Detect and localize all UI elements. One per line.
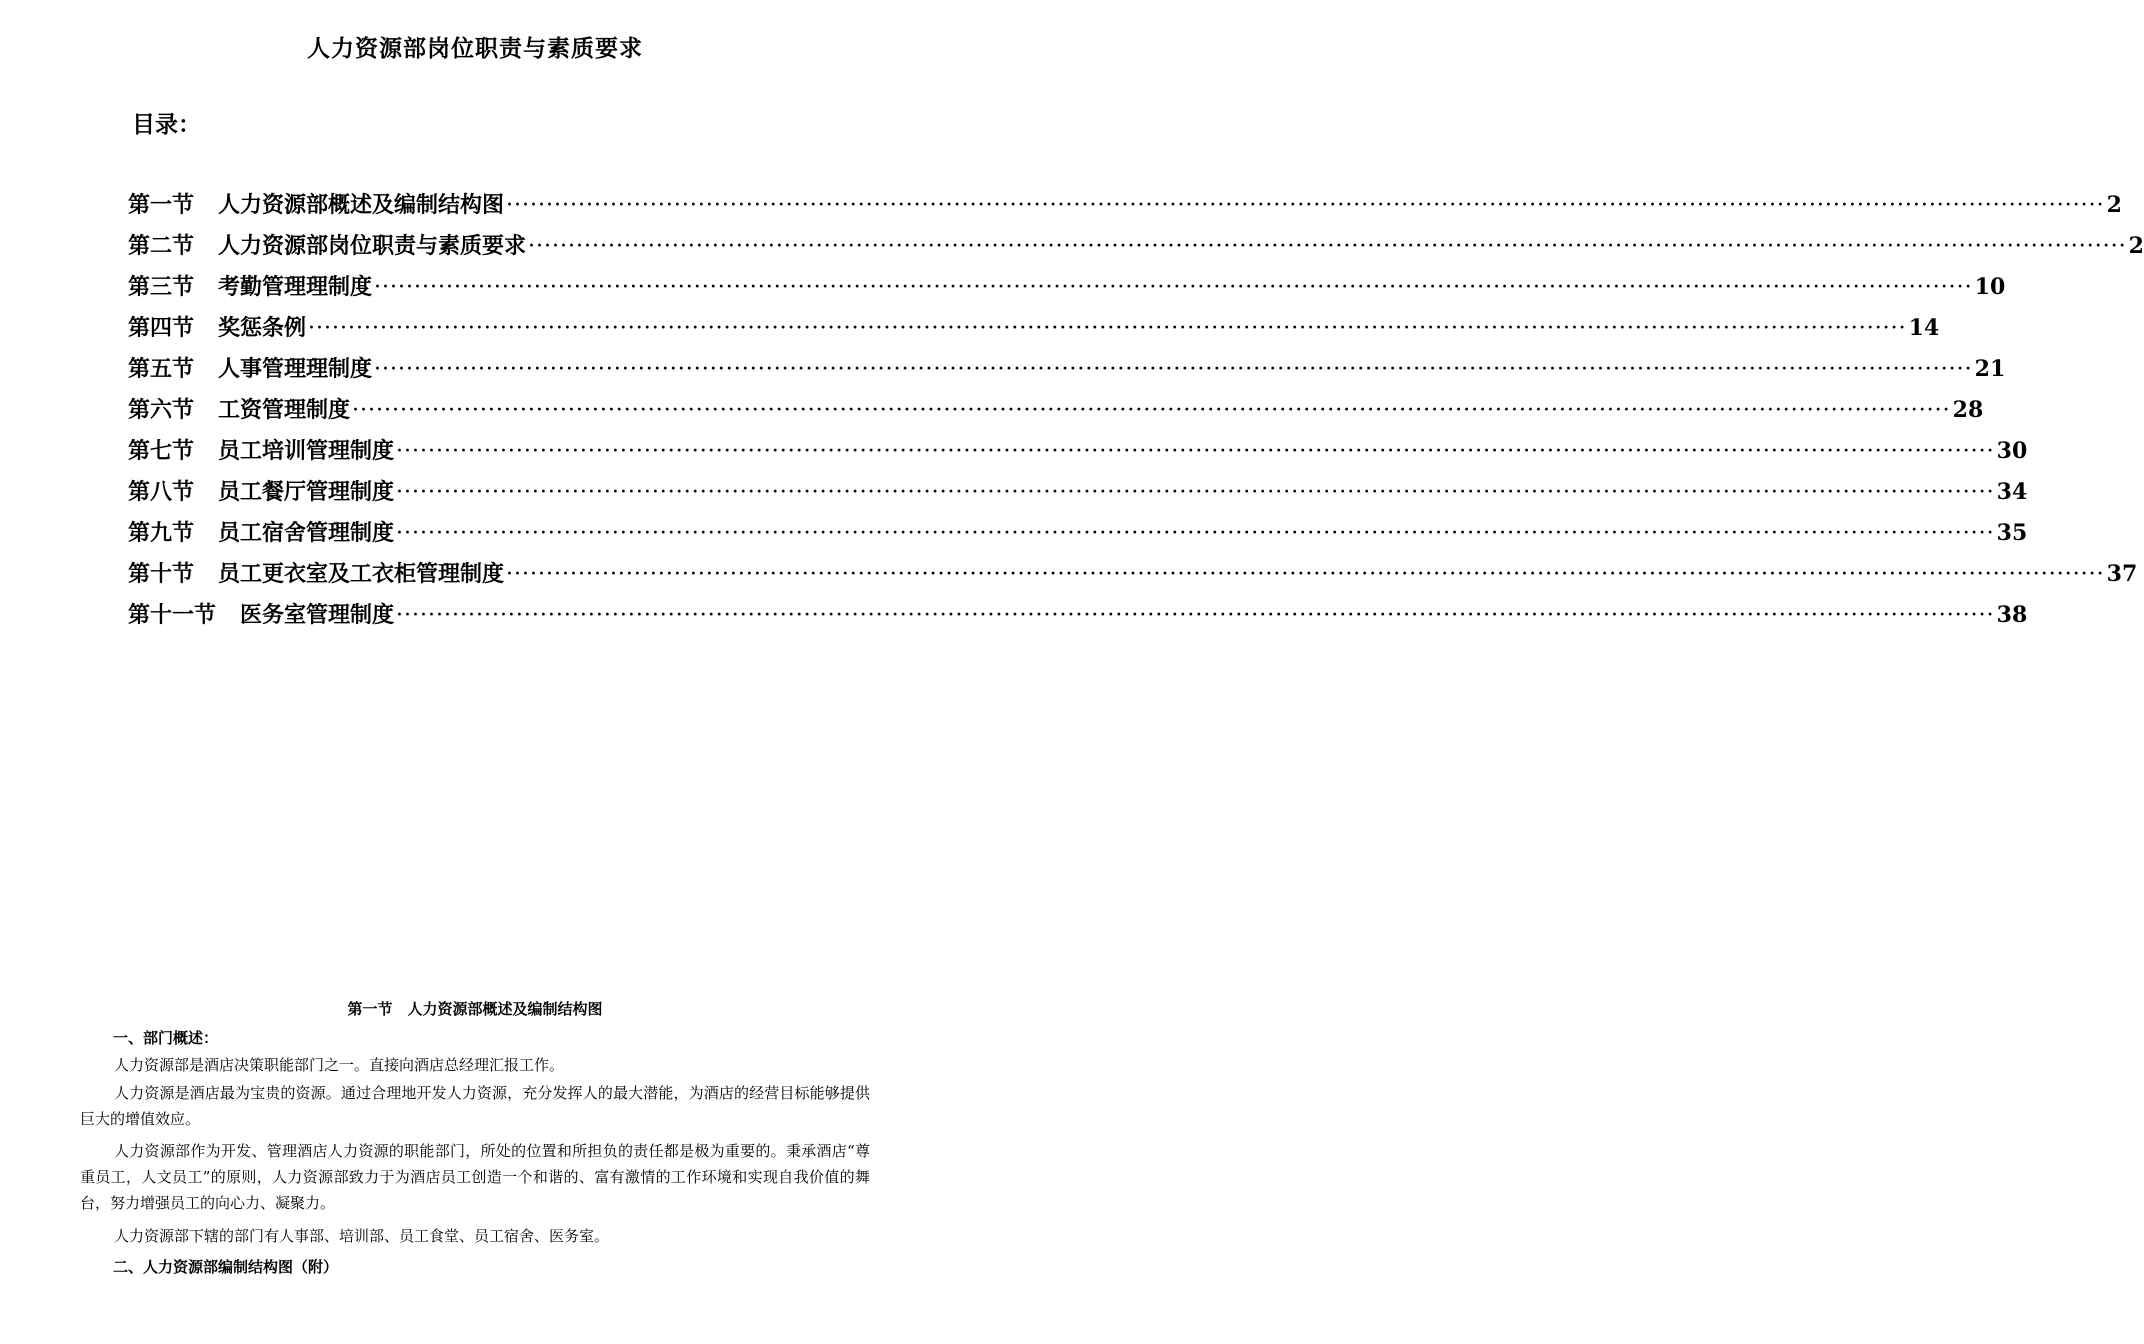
toc-entry xyxy=(128,516,2028,557)
toc-leader-dots: ········································································································································································································ xyxy=(396,603,1995,628)
toc-entry-label: 工资管理制度 xyxy=(218,397,351,423)
paragraph: 人力资源部是酒店决策职能部门之一。直接向酒店总经理汇报工作。 xyxy=(114,1056,565,1074)
toc-leader-dots: ········································································································································································································ xyxy=(528,234,2127,259)
toc-leader-dots: ········································································································································································································ xyxy=(396,480,1995,505)
document-title: 人力资源部岗位职责与素质要求 xyxy=(307,35,643,62)
toc-entry-number: 第四节 xyxy=(128,315,195,341)
toc-entry-number: 第七节 xyxy=(128,438,195,464)
toc-entry xyxy=(128,475,2028,516)
toc-entry xyxy=(128,188,2122,229)
toc-entry-page: 28 xyxy=(1952,397,1984,423)
toc-entry-label: 人力资源部岗位职责与素质要求 xyxy=(218,233,527,259)
toc-entry-label: 人力资源部概述及编制结构图 xyxy=(218,192,505,218)
toc-leader-dots: ········································································································································································································ xyxy=(352,398,1951,423)
toc-entry xyxy=(128,270,2006,311)
paragraph: 人力资源部下辖的部门有人事部、培训部、员工食堂、员工宿舍、医务室。 xyxy=(114,1227,610,1245)
toc-entry-page: 10 xyxy=(1974,274,2006,300)
toc-entry xyxy=(128,434,2028,475)
toc-entry-label: 员工更衣室及工衣柜管理制度 xyxy=(218,561,505,587)
toc-entry-number: 第十节 xyxy=(128,561,195,587)
toc-entry-label: 考勤管理理制度 xyxy=(218,274,373,300)
toc-leader-dots: ········································································································································································································ xyxy=(308,316,1907,341)
section-title: 第一节 人力资源部概述及编制结构图 xyxy=(347,1000,603,1018)
toc-entry-label: 医务室管理制度 xyxy=(240,602,395,628)
toc-leader-dots: ········································································································································································································ xyxy=(396,439,1995,464)
toc-entry-page: 37 xyxy=(2106,561,2138,587)
toc-entry-page: 30 xyxy=(1996,438,2028,464)
paragraph: 人力资源部作为开发、管理酒店人力资源的职能部门，所处的位置和所担负的责任都是极为重要的。秉承酒店“尊重员工，人文员工”的原则，人力资源部致力于为酒店员工创造一个和谐的、富有激情的工作环境和实现自我价值的舞台，努力增强员工的向心力、凝聚力。 xyxy=(80,1142,870,1212)
toc-entry-page: 14 xyxy=(1908,315,1940,341)
toc-entry-page: 2 xyxy=(2106,192,2122,218)
toc-entry-number: 第六节 xyxy=(128,397,195,423)
toc-leader-dots: ········································································································································································································ xyxy=(374,275,1973,300)
toc-entry-number: 第五节 xyxy=(128,356,195,382)
toc-entry-number: 第一节 xyxy=(128,192,195,218)
toc-leader-dots: ········································································································································································································ xyxy=(396,521,1995,546)
table-of-contents xyxy=(128,188,2144,639)
toc-entry-number: 第九节 xyxy=(128,520,195,546)
toc-entry-number: 第二节 xyxy=(128,233,195,259)
toc-entry xyxy=(128,557,2138,598)
toc-leader-dots: ········································································································································································································ xyxy=(374,357,1973,382)
toc-entry-label: 员工宿舍管理制度 xyxy=(218,520,395,546)
toc-entry-label: 奖惩条例 xyxy=(218,315,307,341)
toc-entry-page: 35 xyxy=(1996,520,2028,546)
toc-leader-dots: ········································································································································································································ xyxy=(506,193,2105,218)
toc-entry-number: 第八节 xyxy=(128,479,195,505)
subheading-structure-chart: 二、人力资源部编制结构图（附） xyxy=(113,1258,339,1276)
toc-entry-label: 人事管理理制度 xyxy=(218,356,373,382)
paragraph: 人力资源是酒店最为宝贵的资源。通过合理地开发人力资源，充分发挥人的最大潜能，为酒店的经营目标能够提供巨大的增值效应。 xyxy=(80,1084,870,1128)
toc-entry xyxy=(128,393,1984,434)
toc-entry-page: 21 xyxy=(1974,356,2006,382)
toc-entry-number: 第三节 xyxy=(128,274,195,300)
toc-leader-dots: ········································································································································································································ xyxy=(506,562,2105,587)
toc-entry xyxy=(128,311,1940,352)
toc-entry-page: 34 xyxy=(1996,479,2028,505)
toc-entry xyxy=(128,229,2144,270)
toc-entry-label: 员工培训管理制度 xyxy=(218,438,395,464)
toc-entry xyxy=(128,598,2028,639)
toc-entry xyxy=(128,352,2006,393)
toc-entry-label: 员工餐厅管理制度 xyxy=(218,479,395,505)
subheading-overview: 一、部门概述： xyxy=(113,1029,219,1047)
toc-entry-page: 38 xyxy=(1996,602,2028,628)
toc-entry-number: 第十一节 xyxy=(128,602,217,628)
toc-entry-page: 2 xyxy=(2128,233,2144,259)
toc-heading: 目录： xyxy=(132,111,201,138)
